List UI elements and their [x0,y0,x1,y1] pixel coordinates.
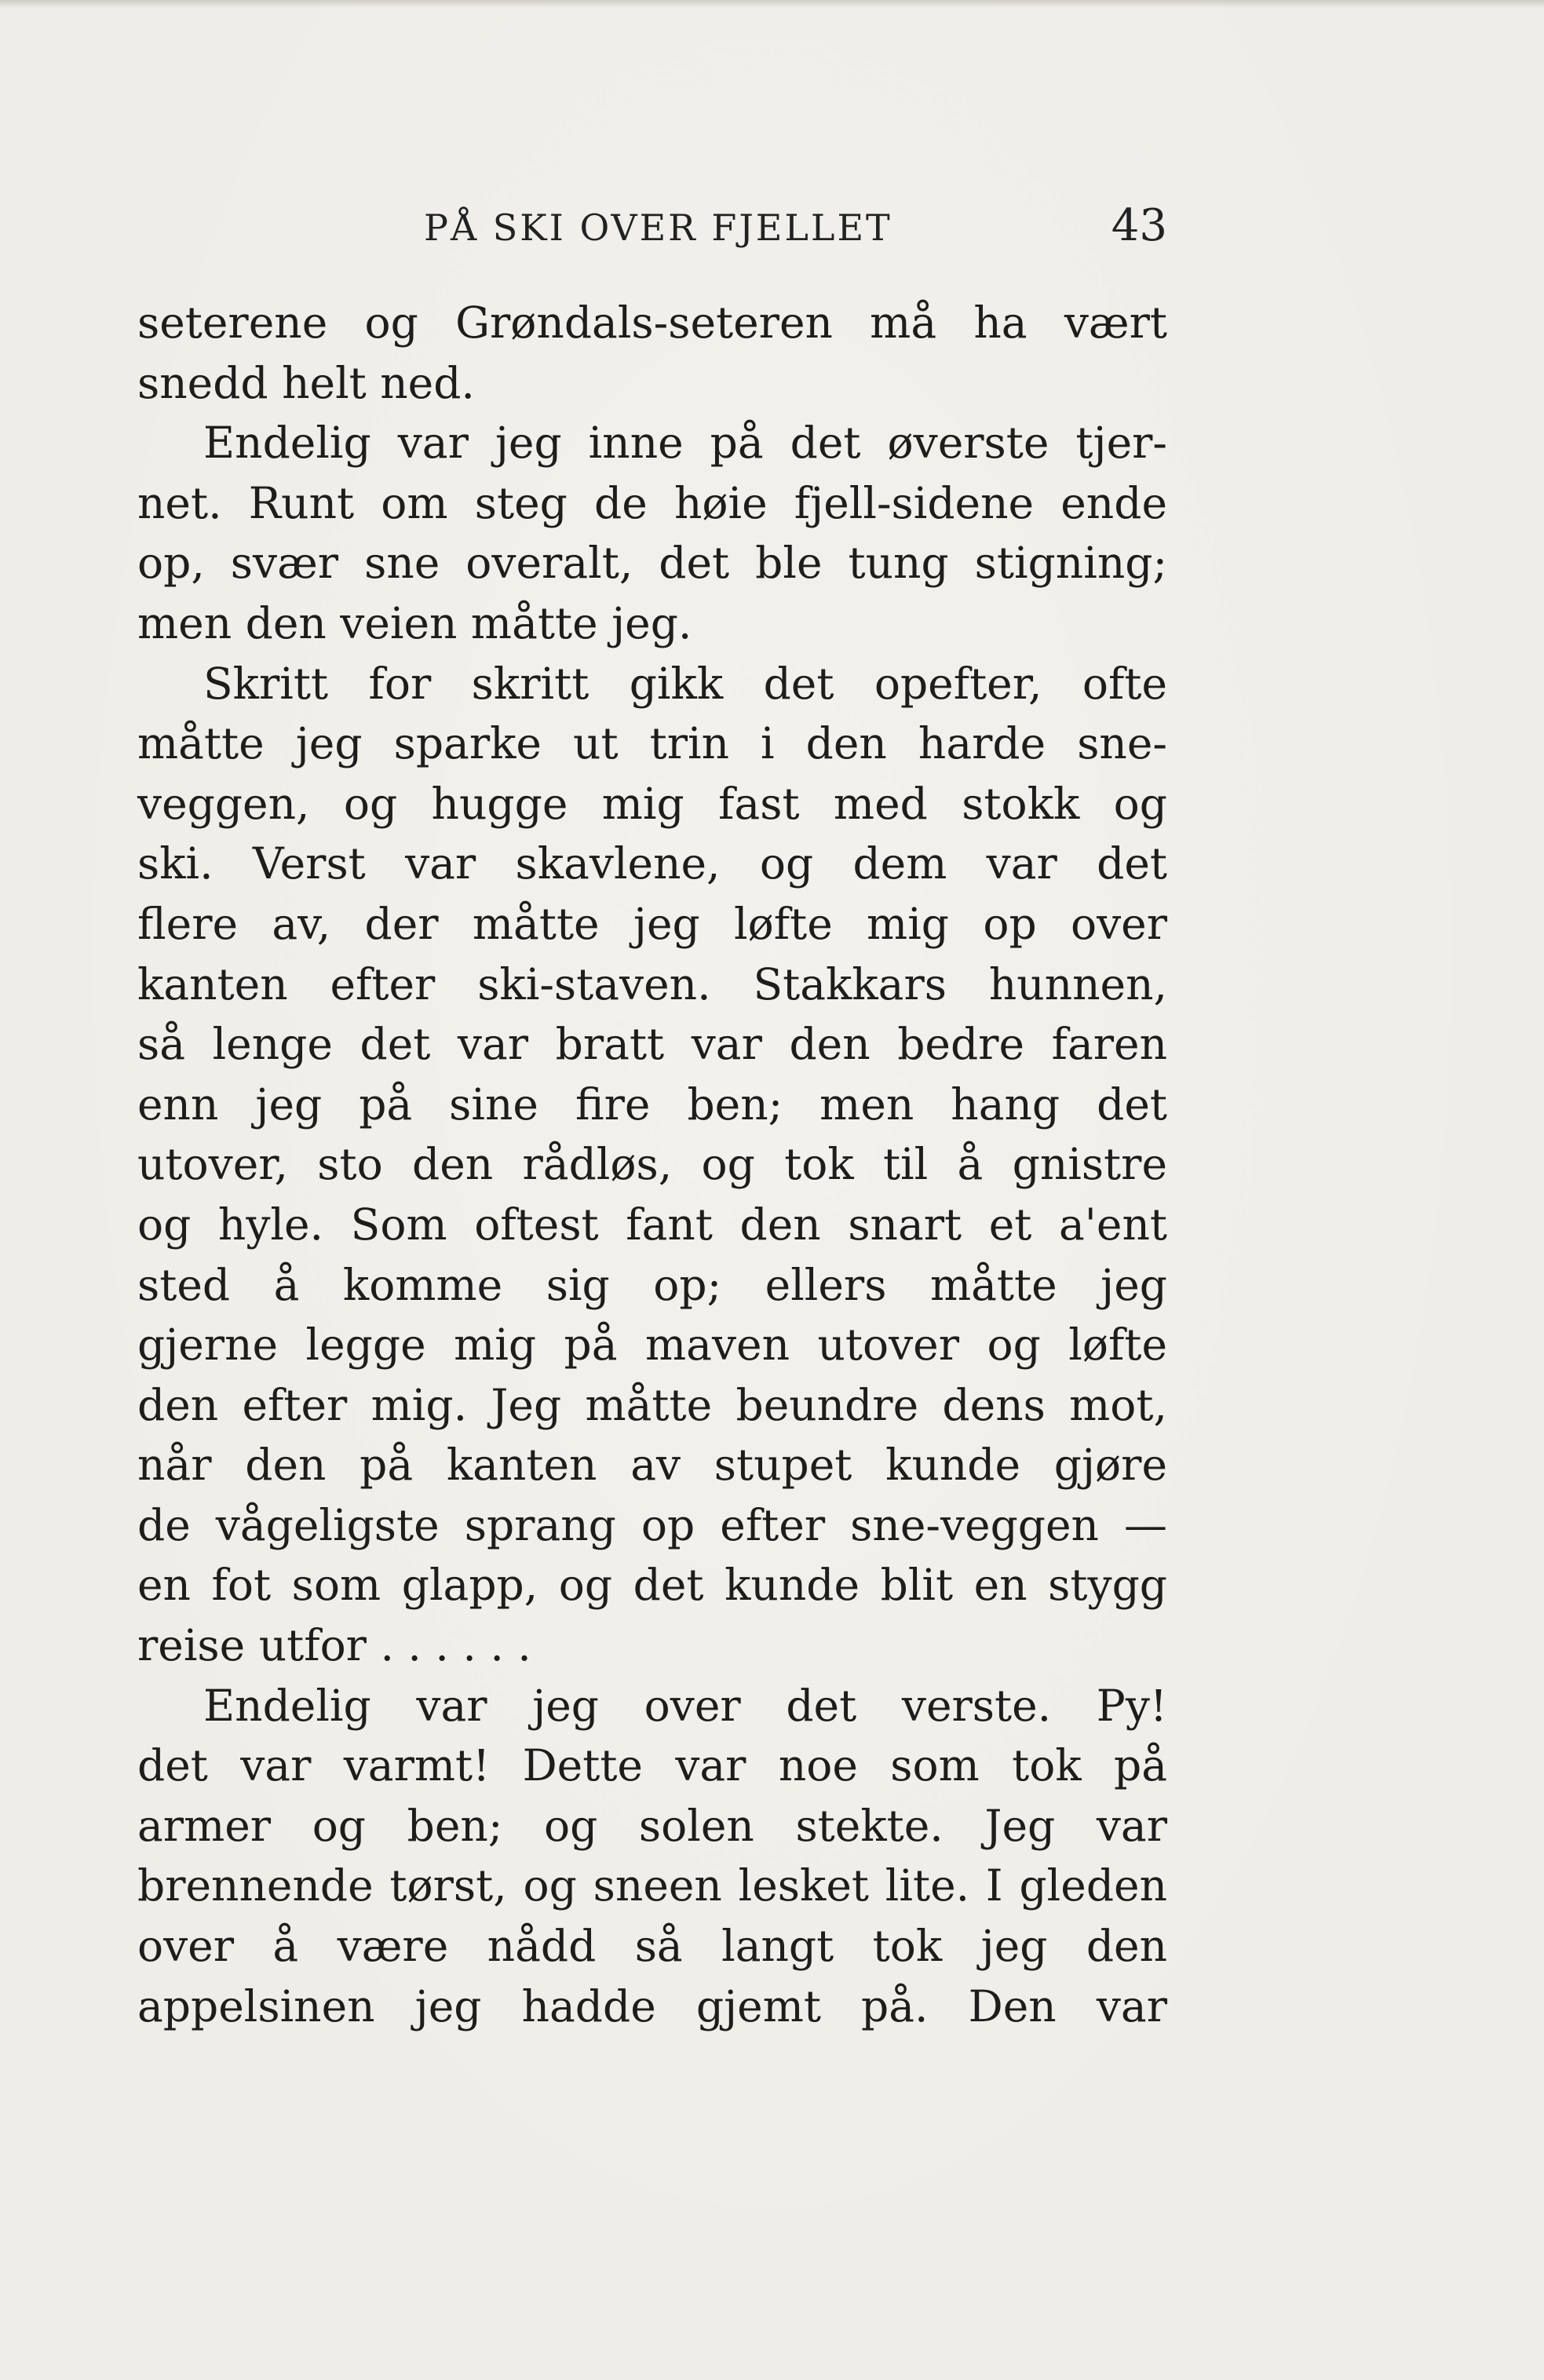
body-text [137,293,1167,2036]
text-line: så lenge det var bratt var den bedre faren [137,1019,1167,1070]
text-line: net. Runt om steg de høie fjell-sidene ende [137,477,1167,528]
running-title: PÅ SKI OVER FJELLET [424,206,892,249]
text-line: Skritt for skritt gikk det opefter, ofte [203,658,1167,709]
text-line: det var varmt! Dette var noe som tok på [137,1740,1167,1791]
text-line: når den på kanten av stupet kunde gjøre [137,1440,1167,1491]
page-top-edge [0,0,1544,8]
page-header [137,200,1167,263]
text-line: veggen, og hugge mig fast med stokk og [137,778,1167,829]
text-line: seterene og Grøndals-seteren må ha vært [137,298,1167,348]
text-line: Endelig var jeg inne på det øverste tjer- [203,418,1167,469]
text-line: enn jeg på sine fire ben; men hang det [137,1079,1167,1130]
page-number: 43 [1111,200,1167,251]
text-line: men den veien måtte jeg. [137,597,692,648]
text-line: den efter mig. Jeg måtte beundre dens mot, [137,1379,1167,1430]
text-line: og hyle. Som oftest fant den snart et a'ent [137,1199,1167,1250]
text-line: utover, sto den rådløs, og tok til å gnistre [137,1139,1167,1190]
text-line: brennende tørst, og sneen lesket lite. I gleden [137,1860,1167,1911]
text-line: de vågeligste sprang op efter sne-veggen — [137,1499,1167,1550]
text-line: appelsinen jeg hadde gjemt på. Den var [137,1980,1167,2031]
text-line: en fot som glapp, og det kunde blit en stygg [137,1560,1167,1611]
text-line: over å være nådd så langt tok jeg den [137,1921,1167,1972]
text-line: måtte jeg sparke ut trin i den harde sne- [137,718,1167,769]
text-line: snedd helt ned. [137,357,475,408]
text-line: kanten efter ski-staven. Stakkars hunnen, [137,958,1167,1009]
text-line: reise utfor . . . . . . [137,1620,531,1671]
text-line: gjerne legge mig på maven utover og løfte [137,1320,1167,1371]
text-line: armer og ben; og solen stekte. Jeg var [137,1800,1167,1851]
text-line: Endelig var jeg over det verste. Py! [203,1680,1167,1731]
text-line: ski. Verst var skavlene, og dem var det [137,838,1167,889]
text-line: op, svær sne overalt, det ble tung stigning; [137,538,1167,589]
text-line: flere av, der måtte jeg løfte mig op over [137,898,1167,949]
text-line: sted å komme sig op; ellers måtte jeg [137,1259,1167,1310]
